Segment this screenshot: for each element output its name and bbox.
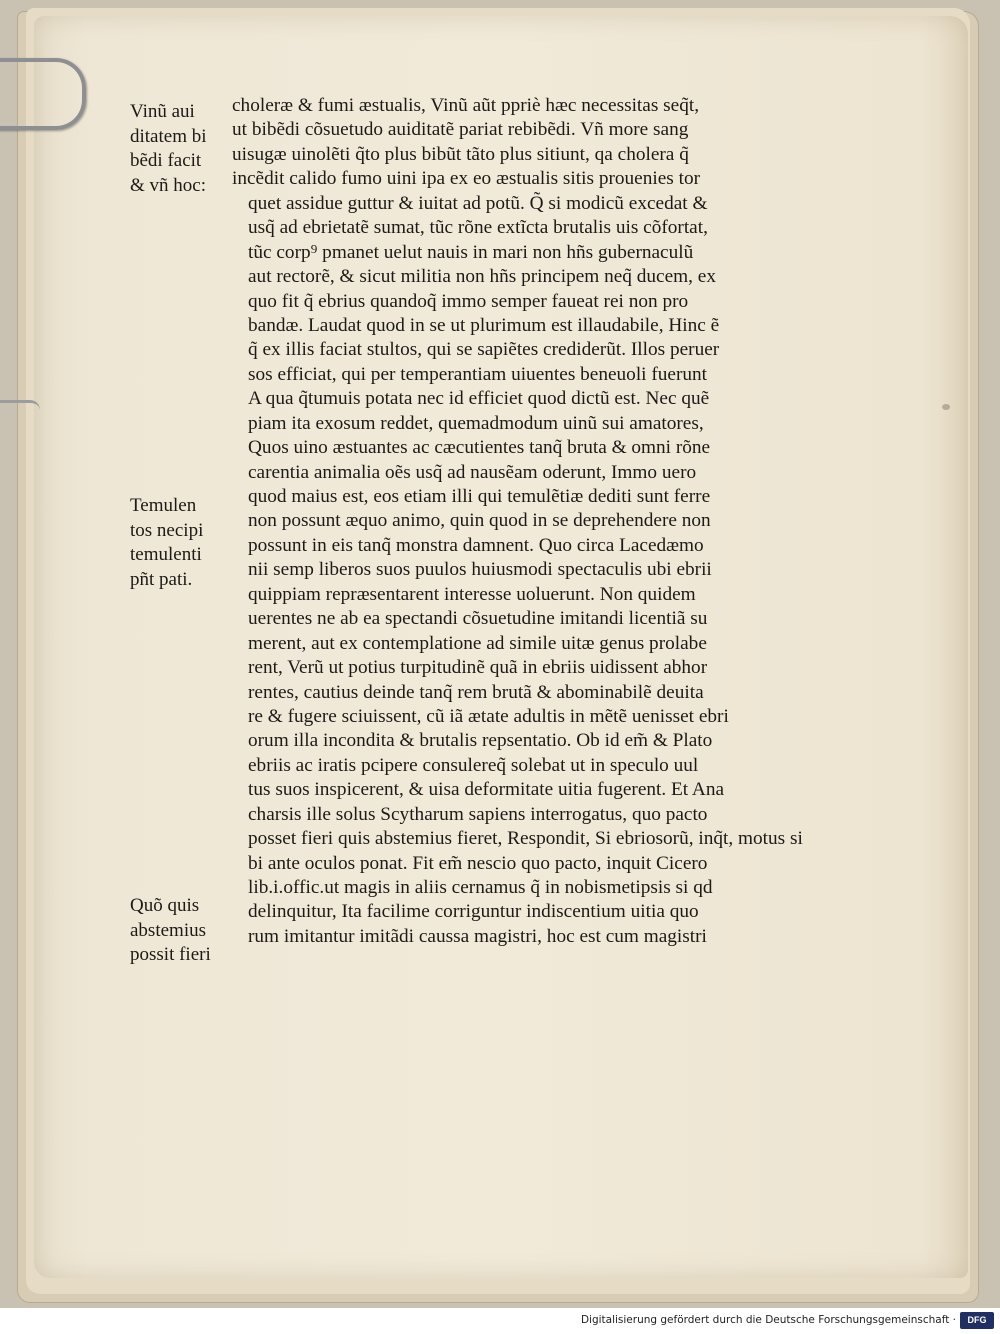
margin-note-line: possit fieri — [130, 944, 211, 965]
text-line: uisugæ uinolẽti q̃to plus bibũt tãto plus sitiunt, qa cholera q̃ — [232, 143, 689, 165]
text-line: tũc corp⁹ pmanet uelut nauis in mari non hñs gubernaculũ — [248, 241, 694, 263]
margin-note-line: temulenti — [130, 544, 202, 565]
text-line: Quos uino æstuantes ac cæcutientes tanq̃ bruta & omni rõne — [248, 437, 711, 459]
text-line: orum illa incondita & brutalis repsentatio. Ob id em̃ & Plato — [248, 730, 713, 752]
text-line: aut rectorẽ, & sicut militia non hñs principem neq̃ ducem, ex — [248, 266, 716, 288]
text-line: charsis ille solus Scytharum sapiens interrogatus, quo pacto — [248, 803, 708, 825]
text-line: uerentes ne ab ea spectandi cõsuetudine imitandi licentiã su — [248, 608, 708, 630]
text-line: nii semp liberos suos puulos huiusmodi spectaculis ubi ebrii — [248, 559, 712, 581]
text-line: usq̃ ad ebrietatẽ sumat, tũc rõne extĩcta brutalis uis cõfortat, — [248, 217, 708, 239]
text-line: rum imitantur imitãdi caussa magistri, hoc est cum magistri — [248, 925, 707, 947]
text-line: possunt in eis tanq̃ monstra damnent. Quo circa Lacedæmo — [248, 534, 704, 556]
text-line: bi ante oculos ponat. Fit em̃ nescio quo pacto, inquit Cicero — [248, 852, 708, 874]
text-line: ebriis ac iratis pcipere consulereq̃ solebat ut in speculo uul — [248, 754, 699, 776]
margin-note-line: bẽdi facit — [130, 150, 202, 171]
margin-note-line: ditatem bi — [130, 125, 207, 147]
text-line: rent, Verũ ut potius turpitudinẽ quã in ebriis uidissent abhor — [248, 657, 708, 679]
funding-notice: Digitalisierung gefördert durch die Deutsche Forschungsgemeinschaft · — [580, 1314, 956, 1326]
ink-spot — [942, 404, 950, 410]
text-line: quod maius est, eos etiam illi qui temulẽtiæ dediti sunt ferre — [248, 486, 711, 507]
text-line: quet assidue guttur & iuitat ad potũ. Q̃ si modicũ excedat & — [248, 192, 708, 214]
text-line: piam ita exosum reddet, quemadmodum uinũ sui amatores, — [248, 412, 704, 434]
text-line: tus suos inspicerent, & uisa deformitate uitia fugerent. Et Ana — [248, 779, 725, 801]
text-line: choleræ & fumi æstualis, Vinũ aũt ppriè hæc necessitas seq̃t, — [232, 95, 700, 116]
margin-note-line: pñt pati. — [130, 568, 193, 590]
margin-note-line: Quõ quis — [130, 895, 200, 916]
margin-note-line: abstemius — [130, 919, 206, 941]
dfg-logo-icon: DFG — [960, 1312, 994, 1329]
text-line: rentes, cautius deinde tanq̃ rem brutã & abominabilẽ deuita — [248, 681, 704, 703]
margin-note-line: & vñ hoc: — [130, 174, 206, 196]
margin-note-line: Temulen — [130, 495, 197, 516]
text-line: bandæ. Laudat quod in se ut plurimum est illaudabile, Hinc ẽ — [248, 314, 720, 336]
paper-clip-icon — [0, 58, 86, 130]
margin-note-line: tos necipi — [130, 519, 204, 541]
text-line: merent, aut ex contemplatione ad simile uitæ genus prolabe — [248, 632, 707, 654]
text-line: posset fieri quis abstemius fieret, Respondit, Si ebriosorũ, inq̃t, motus si — [248, 828, 803, 850]
text-line: delinquitur, Ita facilime corriguntur indiscentium uitia quo — [248, 901, 699, 923]
footer-bar — [0, 1308, 1000, 1334]
text-line: lib.i.offic.ut magis in aliis cernamus q̃ in nobismetipsis si qd — [248, 877, 713, 898]
paper-clip-lower-icon — [0, 400, 40, 423]
text-line: A qua q̃tumuis potata nec id efficiet quod dictũ est. Nec quẽ — [248, 388, 710, 410]
text-line: non possunt æquo animo, quin quod in se deprehendere non — [248, 510, 711, 532]
margin-note-line: Vinũ aui — [130, 101, 195, 122]
text-line: sos efficiat, qui per temperantiam uiuentes beneuoli fuerunt — [248, 363, 708, 385]
text-line: incẽdit calido fumo uini ipa ex eo æstualis sitis prouenies tor — [232, 168, 701, 190]
text-line: quippiam repræsentarent interesse uoluerunt. Non quidem — [248, 583, 696, 605]
text-line: re & fugere sciuissent, cũ iã ætate adultis in mẽtẽ uenisset ebri — [248, 705, 729, 727]
text-line: q̃ ex illis faciat stultos, qui se sapiẽtes crediderũt. Illos peruer — [248, 339, 720, 361]
text-line: quo fit q̃ ebrius quandoq̃ immo semper faueat rei non pro — [248, 290, 689, 312]
body-text — [232, 94, 892, 949]
text-line: ut bibẽdi cõsuetudo auiditatẽ pariat rebibẽdi. Vñ more sang — [232, 119, 689, 141]
text-line: carentia animalia oẽs usq̃ ad nausẽam oderunt, Immo uero — [248, 461, 697, 483]
